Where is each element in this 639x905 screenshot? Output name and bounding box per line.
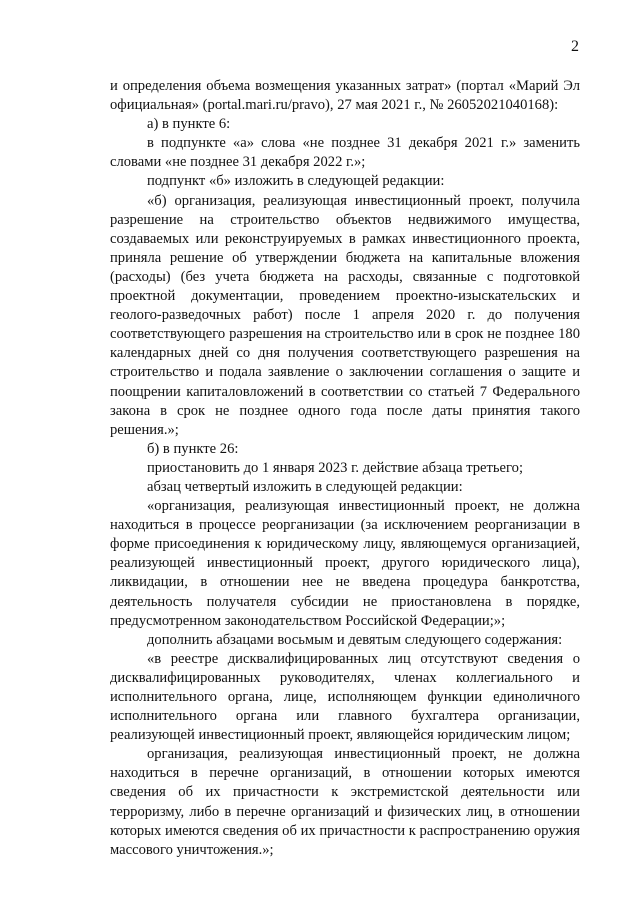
paragraph: и определения объема возмещения указанных затрат» (портал «Марий Эл официальная» (portal.mari.ru/pravo), 27 мая 2021 г., № 26052021040168): [110, 78, 580, 114]
paragraph: приостановить до 1 января 2023 г. действие абзаца третьего; [147, 459, 524, 476]
page-number: 2 [571, 38, 579, 55]
paragraph: подпункт «б» изложить в следующей редакции: [147, 173, 445, 190]
paragraph: в подпункте «а» слова «не позднее 31 декабря 2021 г.» заменить словами «не позднее 31 декабря 2022 г.»; [110, 135, 580, 171]
paragraph: а) в пункте 6: [147, 116, 231, 133]
paragraph: б) в пункте 26: [147, 440, 239, 457]
paragraph: абзац четвертый изложить в следующей редакции: [147, 478, 463, 495]
paragraph: «в реестре дисквалифицированных лиц отсутствуют сведения о дисквалифицированных руководителях, членах коллегиального и исполнительного органа, лице, исполняющем функции единоличного исполнительного органа или главного бухгалтера организации, реализующей инвестиционный проект, являющейся юридическим лицом; [110, 650, 580, 744]
paragraph: «организация, реализующая инвестиционный проект, не должна находиться в процессе реорганизации (за исключением реорганизации в форме присоединения к юридическому лицу, являющемуся организацией, реализующей инвестиционный проект, другого юридического лица), ликвидации, в отношении нее не введена процедура банкротства, деятельность получателя субсидии не приостановлена в порядке, предусмотренном законодательством Российской Федерации;»; [110, 498, 580, 629]
paragraph: «б) организация, реализующая инвестиционный проект, получила разрешение на строительство объектов недвижимого имущества, создаваемых или реконструируемых в рамках инвестиционного проекта, приняла решение об утверждении бюджета на капитальные вложения (расходы) (без учета бюджета на расходы, связанные с подготовкой проектной документации, проведением проектно-изыскательских и геолого-разведочных работ) после 1 апреля 2020 г. до получения соответствующего разрешения на строительство или в срок не позднее 180 календарных дней со дня получения соответствующего разрешения на строительство и подала заявление о заключении соглашения о защите и поощрении капиталовложений в соответствии со статьей 7 Федерального закона в срок не позднее одного года после даты принятия такого решения.»; [110, 192, 580, 438]
paragraph: организация, реализующая инвестиционный проект, не должна находиться в перечне организаций, в отношении которых имеются сведения об их причастности к экстремистской деятельности или терроризму, либо в перечне организаций и физических лиц, в отношении которых имеются сведения об их причастности к распространению оружия массового уничтожения.»; [110, 746, 580, 858]
paragraph: дополнить абзацами восьмым и девятым следующего содержания: [147, 631, 563, 648]
document-body [110, 77, 580, 860]
